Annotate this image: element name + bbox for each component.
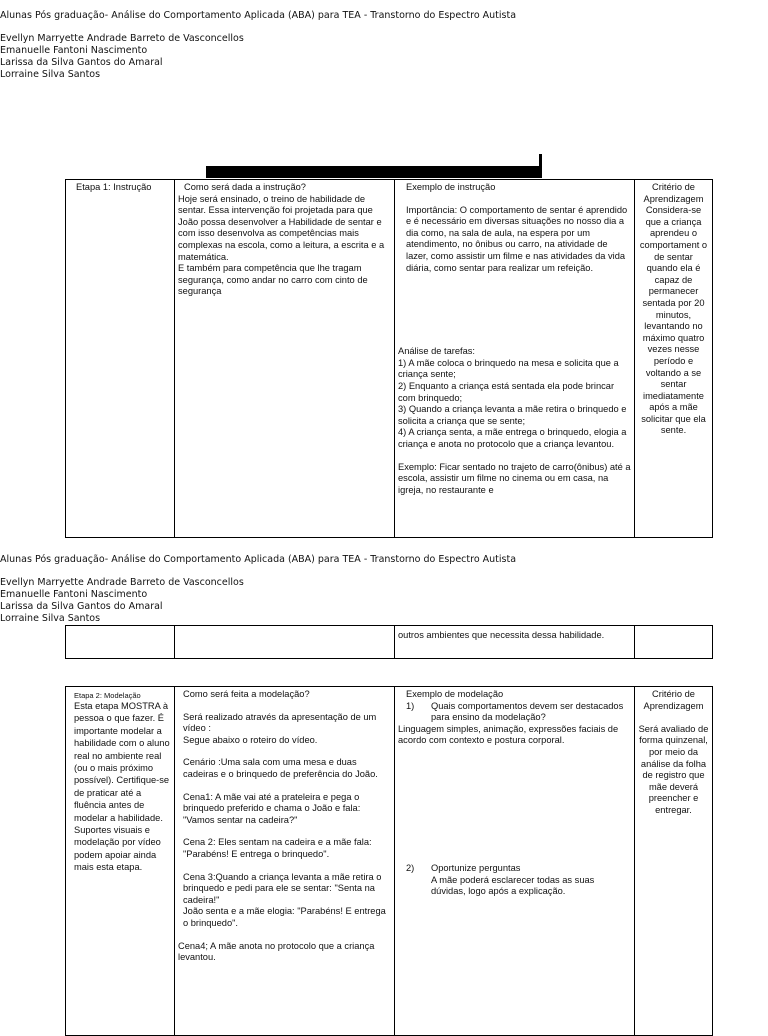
document-title: Alunas Pós graduação- Análise do Comportamento Aplicada (ABA) para TEA - Transtorno do Espectro Autista — [0, 10, 517, 21]
modelacao-text-2: Segue abaixo o roteiro do vídeo. — [183, 734, 318, 745]
example-text: Exemplo: Ficar sentado no trajeto de carro(ônibus) até a escola, assistir um filme no cinema ou em casa, na igreja, no restaurante e — [398, 461, 631, 495]
criteria-2-cell — [635, 687, 713, 1036]
item-2-number: 2) — [406, 862, 415, 873]
page-header — [0, 10, 516, 81]
instruction-text-2: E também para competência que lhe tragam segurança, como andar no carro com cinto de segurança — [178, 263, 368, 297]
importance-text: Importância: O comportamento de sentar é aprendido e é necessário em diversas situações no nosso dia a dia como, na sala de aula, na espera por um atendimento, no ônibus ou carro, na atividade de lazer, como assistir um filme e nas atividades da vida diária, como sentar para realizar um refeição. — [406, 204, 628, 273]
author-1: Evellyn Marryette Andrade Barreto de Vasconcellos — [0, 577, 244, 588]
etapa-2-label: Etapa 2: Modelação — [74, 691, 141, 700]
modelacao-cell — [175, 687, 395, 1036]
instruction-text: Hoje será ensinado, o treino de habilidade de sentar. Essa intervenção foi projetada para que João possa desenvolver a Habilidade de sentar e com isso desenvolva as competências mais complexas na escola, como a leitura, a escrita e a matemática. — [178, 193, 385, 262]
etapa-1-label-cell — [66, 180, 175, 538]
table-etapa-1-continuation — [65, 625, 713, 659]
criteria-text: Critério de Aprendizagem Considera-se que a criança aprendeu o comportament o de sentar quando ela é capaz de permanecer sentada por 20 minutos, levantando no máximo quatro vezes nesse período e voltando a se sentar imediatamente após a mãe solicitar que ela sente. — [639, 182, 708, 436]
example-heading: Exemplo de instrução — [406, 182, 496, 192]
example-cell — [395, 180, 635, 538]
modelacao-heading: Como será feita a modelação? — [183, 689, 310, 699]
author-1: Evellyn Marryette Andrade Barreto de Vasconcellos — [0, 33, 244, 44]
instruction-cell — [175, 180, 395, 538]
item-2-title: Oportunize perguntas — [431, 862, 521, 873]
cena-1-text: Cena1: A mãe vai até a prateleira e pega o brinquedo preferido e chama o João e fala: "Vamos sentar na cadeira?" — [183, 791, 361, 825]
analysis-heading: Análise de tarefas: — [398, 346, 476, 357]
etapa-2-description: Esta etapa MOSTRA à pessoa o que fazer. É importante modelar a habilidade com o aluno real no ambiente real (ou o mais próximo possível). Certifique-se de praticar até a fluência antes de modelar a habilidade. Suportes visuais e modelação por vídeo podem apoiar ainda mais esta etapa. — [74, 701, 170, 873]
step-4: 4) A criança senta, a mãe entrega o brinquedo, elogia a criança e anota no protocolo que a criança levantou. — [398, 427, 627, 449]
criteria-2-text: Critério de Aprendizagem Será avaliado de forma quinzenal, por meio da análise da folha de registro que mãe deverá preencher e entregar. — [638, 689, 709, 815]
cena-2-text: Cena 2: Eles sentam na cadeira e a mãe fala: "Parabéns! E entrega o brinquedo". — [183, 837, 372, 859]
cont-empty-cell-4 — [635, 626, 713, 659]
author-2: Emanuelle Fantoni Nascimento — [0, 45, 148, 56]
author-4: Lorraine Silva Santos — [0, 613, 101, 624]
table-etapa-2 — [65, 686, 713, 1036]
cont-example-text: outros ambientes que necessita dessa habilidade. — [398, 630, 605, 640]
cenario-text: Cenário :Uma sala com uma mesa e duas cadeiras e o brinquedo de preferência do João. — [183, 757, 378, 779]
item-2-text: A mãe poderá esclarecer todas as suas dúvidas, logo após a explicação. — [431, 874, 595, 897]
step-1: 1) A mãe coloca o brinquedo na mesa e solicita que a criança sente; — [398, 357, 619, 380]
cont-empty-cell-2 — [175, 626, 395, 659]
item-1-text: Linguagem simples, animação, expressões faciais de acordo com contexto e postura corporal. — [398, 723, 619, 746]
cont-example-cell — [395, 626, 635, 659]
step-2: 2) Enquanto a criança está sentada ela pode brincar com brinquedo; — [398, 380, 615, 403]
etapa-2-cell — [66, 687, 175, 1036]
criteria-cell — [635, 180, 713, 538]
item-1-number: 1) — [406, 700, 415, 711]
etapa-1-label: Etapa 1: Instrução — [76, 182, 152, 192]
item-1-question: Quais comportamentos devem ser destacados para ensino da modelação? — [431, 700, 624, 723]
exemplo-modelacao-heading: Exemplo de modelação — [406, 689, 504, 699]
modelacao-text-1: Será realizado através da apresentação de um vídeo : — [183, 711, 377, 734]
document-title-2: Alunas Pós graduação- Análise do Comportamento Aplicada (ABA) para TEA - Transtorno do Espectro Autista — [0, 554, 517, 565]
author-2: Emanuelle Fantoni Nascimento — [0, 589, 148, 600]
cena-3-text: Cena 3:Quando a criança levanta a mãe retira o brinquedo e pedi para ele se sentar: "Senta na cadeira!" — [183, 871, 382, 905]
page-header-2 — [0, 554, 516, 625]
black-bar — [206, 166, 542, 178]
exemplo-modelacao-cell — [395, 687, 635, 1036]
author-3: Larissa da Silva Gantos do Amaral — [0, 601, 163, 612]
table-etapa-1 — [65, 179, 713, 538]
step-3: 3) Quando a criança levanta a mãe retira o brinquedo e solicita a criança que se sente; — [398, 404, 627, 426]
author-4: Lorraine Silva Santos — [0, 69, 101, 80]
instruction-heading: Como será dada a instrução? — [184, 182, 306, 192]
cena-4-text: Cena4; A mãe anota no protocolo que a criança levantou. — [178, 940, 375, 963]
author-3: Larissa da Silva Gantos do Amaral — [0, 57, 163, 68]
black-bar-tick — [539, 154, 542, 168]
cena-3-text-2: João senta e a mãe elogia: "Parabéns! E entrega o brinquedo". — [183, 906, 386, 928]
cont-empty-cell-1 — [66, 626, 175, 659]
